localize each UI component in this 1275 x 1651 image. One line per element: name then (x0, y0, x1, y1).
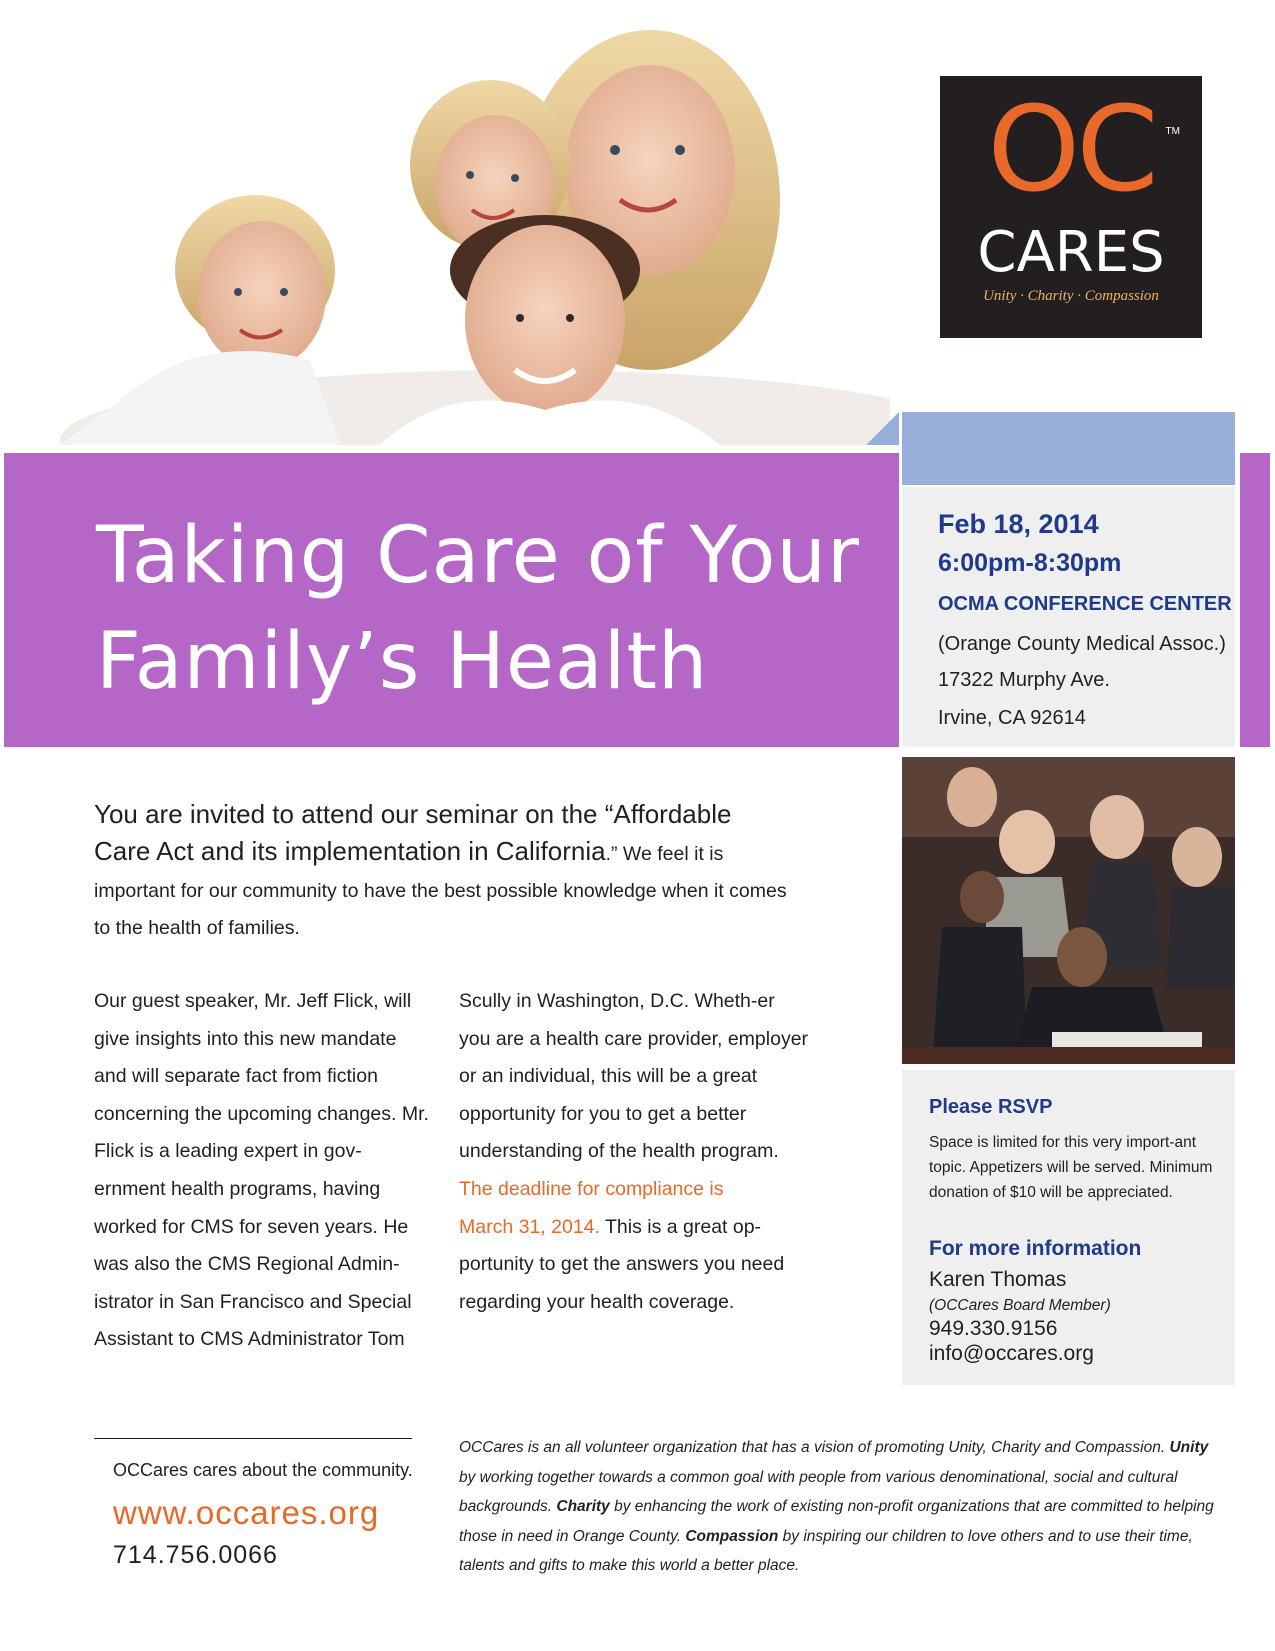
body-column-right (459, 983, 809, 1321)
logo-trademark: TM (1165, 126, 1180, 137)
decorative-blue-bar (902, 412, 1235, 485)
contact-name: Karen Thomas (929, 1268, 1067, 1291)
intro-rest: We feel it is important for our community to have the best possible knowledge when it comes to the health of families. (94, 843, 787, 939)
event-street: 17322 Murphy Ave. (938, 669, 1110, 691)
intro-close-quote: ” (611, 843, 618, 865)
body-column-left: Our guest speaker, Mr. Jeff Flick, will give insights into this new mandate and will separate fact from fiction concerning the upcoming changes. Mr. Flick is a leading expert in gov-ernment health programs, having worked for CMS for seven years. He was also the CMS Regional Admin-istrator in San Francisco and Special Assistant to CMS Administrator Tom (94, 990, 429, 1351)
logo-name: CARES (977, 220, 1165, 285)
logo-tagline: Unity · Charity · Compassion (983, 288, 1159, 304)
logo-mark: OC (987, 80, 1155, 218)
mission-unity-text: by working together towards a common goal with people from various denominational, social and cultural backgrounds. (459, 1468, 1178, 1516)
hero-family-photo (0, 0, 890, 445)
right-column-tail: This is a great op-portunity to get the answers you need regarding your health coverage. (459, 1215, 785, 1313)
footer-tagline: OCCares cares about the community. (113, 1460, 413, 1480)
more-info-title: For more information (929, 1237, 1142, 1260)
intro-paragraph (94, 796, 794, 947)
footer-phone: 714.756.0066 (113, 1541, 278, 1569)
title-line-1: Taking Care of Your (96, 511, 860, 601)
page-title (96, 503, 896, 715)
contact-role: (OCCares Board Member) (929, 1297, 1111, 1314)
deadline-date: March 31, 2014. (459, 1215, 600, 1238)
event-venue-note: (Orange County Medical Assoc.) (938, 633, 1226, 655)
intro-lead: You are invited to attend our seminar on the (94, 799, 605, 829)
mission-compassion-text: by inspiring our children to love others and to use their time, talents and gifts to make this world a better place. (459, 1527, 1193, 1575)
event-venue: OCMA CONFERENCE CENTER (938, 593, 1232, 615)
mission-compassion-label: Compassion (685, 1527, 779, 1545)
event-city: Irvine, CA 92614 (938, 707, 1086, 729)
rsvp-box (902, 1070, 1235, 1385)
intro-open-quote: “ (604, 799, 614, 829)
mission-charity-text: by enhancing the work of existing non-profit organizations that are committed to helping those in need in Orange County. (459, 1498, 1214, 1545)
event-date: Feb 18, 2014 (938, 509, 1099, 539)
contact-email: info@occares.org (929, 1342, 1094, 1365)
website-link[interactable]: www.occares.org (113, 1494, 380, 1531)
title-line-2: Family’s Health (96, 617, 709, 707)
title-banner (4, 453, 899, 747)
banner-edge (1240, 453, 1270, 747)
mission-charity-label: Charity (556, 1498, 610, 1516)
intro-period: . (605, 843, 612, 865)
oc-cares-logo (940, 76, 1202, 338)
mission-intro: OCCares is an all volunteer organization that has a vision of promoting Unity, Charity and Compassion. (459, 1439, 1170, 1456)
rsvp-text: Space is limited for this very import-ant topic. Appetizers will be served. Minimum donation of $10 will be appreciated. (929, 1134, 1213, 1201)
event-time: 6:00pm-8:30pm (938, 549, 1122, 577)
signing-photo-illustration (902, 757, 1235, 1064)
deadline-label: The deadline for compliance is (459, 1177, 724, 1200)
rsvp-title: Please RSVP (929, 1096, 1053, 1118)
decorative-triangle (866, 412, 899, 445)
family-photo-illustration (0, 0, 890, 445)
right-column-body: Scully in Washington, D.C. Wheth-er you are a health care provider, employer or an individual, this will be a great opportunity for you to get a better understanding of the health program. (459, 990, 809, 1163)
bill-signing-photo (902, 757, 1235, 1064)
mission-statement (459, 1433, 1219, 1581)
contact-phone: 949.330.9156 (929, 1317, 1058, 1340)
intro-highlight: Affordable Care Act and its implementation in California (94, 799, 732, 866)
event-details (902, 487, 1235, 747)
mission-unity-label: Unity (1169, 1439, 1209, 1456)
footer-divider (94, 1438, 412, 1439)
